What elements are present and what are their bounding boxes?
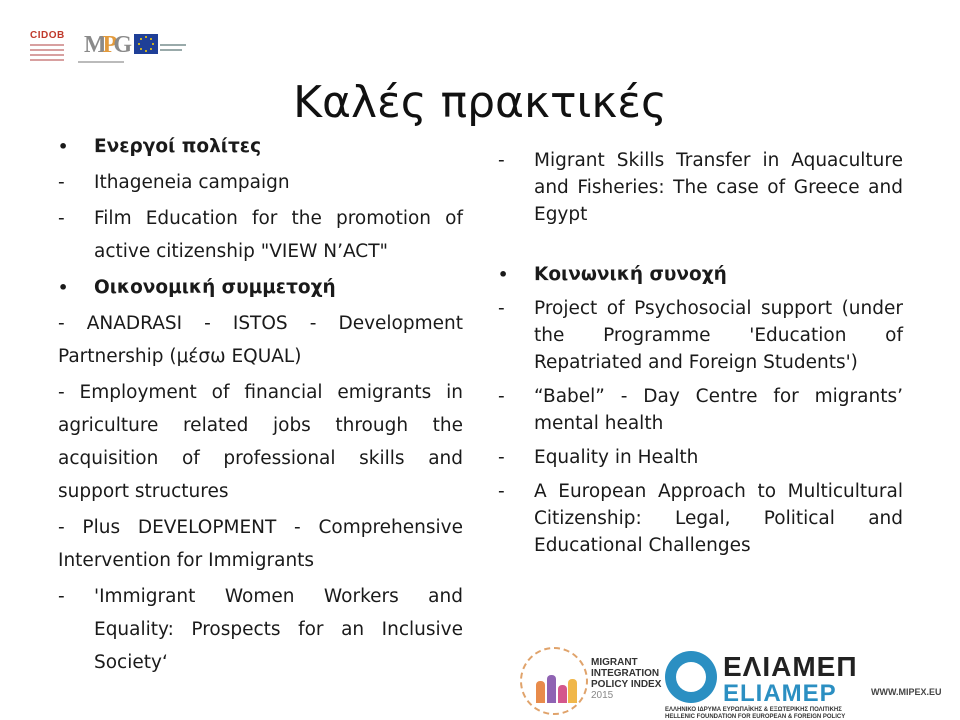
dash-marker: - [498, 150, 505, 171]
list-item-text: Migrant Skills Transfer in Aquaculture and Fisheries: The case of Greece and Egypt [534, 150, 903, 225]
eliamep-subtitle-english: HELLENIC FOUNDATION FOR EUROPEAN & FOREIGN POLICY [665, 714, 846, 720]
dash-marker: - [58, 208, 65, 229]
list-item [498, 478, 903, 559]
left-column [58, 130, 463, 682]
section-heading-text: Κοινωνική συνοχή [534, 264, 727, 285]
right-column [498, 147, 903, 566]
dash-marker: - [58, 172, 65, 193]
mipex-line-3: POLICY INDEX [591, 679, 662, 690]
partner-logos-bottom [515, 647, 960, 720]
list-item [498, 444, 903, 471]
dash-marker: - [58, 586, 65, 607]
list-item [58, 511, 463, 577]
list-item-text: “Babel” - Day Centre for migrants’ mental health [534, 386, 903, 434]
list-item-text: Project of Psychosocial support (under the Programme 'Education of Repatriated and Foreign Students') [534, 298, 903, 373]
bullet-marker: • [58, 278, 69, 297]
eliamep-greek-wordmark: ΕΛΙΑΜΕΠ [723, 651, 858, 682]
section-heading [58, 271, 463, 304]
migration-policy-group-logo [78, 30, 128, 70]
list-item-text: 'Immigrant Women Workers and Equality: Prospects for an Inclusive Society‘ [94, 586, 463, 673]
section-heading [498, 261, 903, 288]
mipex-logo-icon [520, 647, 588, 715]
list-item-text: Equality in Health [534, 447, 699, 468]
eu-cofunded-logo [134, 30, 186, 70]
list-item [498, 147, 903, 228]
section-heading-text: Οικονομική συμμετοχή [94, 277, 336, 298]
mipex-line-2: INTEGRATION [591, 668, 660, 679]
list-item [58, 307, 463, 373]
eliamep-subtitle-greek: ΕΛΛΗΝΙΚΟ ΙΔΡΥΜΑ ΕΥΡΩΠΑΪΚΗΣ & ΕΞΩΤΕΡΙΚΗΣ ΠΟΛΙΤΙΚΗΣ [665, 707, 842, 713]
mipex-line-1: MIGRANT [591, 657, 638, 668]
section-heading [58, 130, 463, 163]
list-item [58, 166, 463, 199]
mipex-wordmark [591, 657, 661, 701]
dash-marker: - [498, 298, 505, 319]
list-item [58, 580, 463, 679]
list-item-text: - Plus DEVELOPMENT - Comprehensive Intervention for Immigrants [58, 517, 463, 571]
right-column-group-b [498, 261, 903, 559]
mpg-logo-mark: MPG [84, 32, 128, 58]
list-item-text: Film Education for the promotion of active citizenship "VIEW N’ACT" [94, 208, 463, 262]
dash-marker: - [498, 386, 505, 407]
cidob-logo [28, 30, 68, 70]
partner-logos-top [28, 30, 186, 74]
list-item [58, 202, 463, 268]
list-item [498, 295, 903, 376]
mipex-website-link[interactable]: WWW.MIPEX.EU [871, 687, 942, 697]
list-item-text: Ithageneia campaign [94, 172, 290, 193]
eu-flag-icon [134, 34, 158, 54]
section-heading-text: Ενεργοί πολίτες [94, 136, 262, 157]
list-item-text: - Employment of financial emigrants in agriculture related jobs through the acquisition of professional skills and support structures [58, 382, 463, 502]
list-item-text: A European Approach to Multicultural Citizenship: Legal, Political and Educational Challenges [534, 481, 903, 556]
list-item [58, 376, 463, 508]
eliamep-latin-wordmark: ELIAMEP [723, 680, 837, 707]
dash-marker: - [498, 447, 505, 468]
list-item-text: - ANADRASI - ISTOS - Development Partnership (μέσω EQUAL) [58, 313, 463, 367]
list-item [498, 383, 903, 437]
bullet-marker: • [498, 265, 509, 284]
slide-title: Καλές πρακτικές [293, 77, 667, 129]
mipex-year: 2015 [591, 690, 614, 701]
dash-marker: - [498, 481, 505, 502]
right-column-group-a [498, 147, 903, 228]
cidob-logo-text: CIDOB [30, 30, 65, 41]
bullet-marker: • [58, 137, 69, 156]
eliamep-logo-icon [665, 651, 717, 703]
